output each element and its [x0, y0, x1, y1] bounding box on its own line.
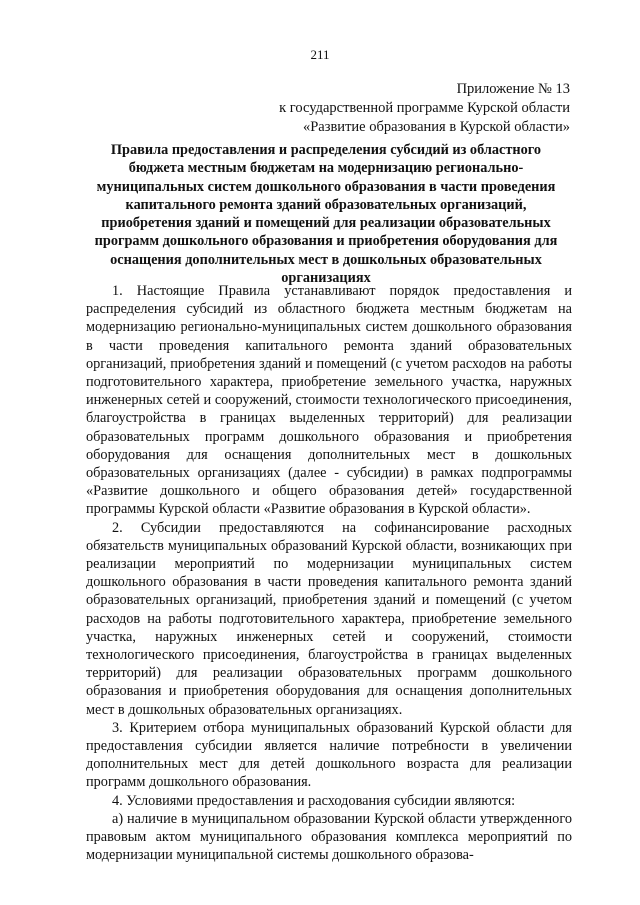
document-title: Правила предоставления и распределения субсидий из областного бюджета местным бюджетам на модернизацию регионально-муниципальных систем дошкольного образования в части проведения капитального ремонта зданий образовательных организаций, приобретения зданий и помещений для реализации образовательных программ дошкольного образования и приобретения оборудования для оснащения дополнительных мест в дошкольных образовательных организациях: [94, 142, 558, 287]
paragraph-2: 2. Субсидии предоставляются на софинансирование расходных обязательств муниципальных образований Курской области, возникающих при реализации мероприятий по модернизации муниципальных систем дошкольного образования в части проведения капитального ремонта зданий образовательных организаций, приобретения зданий и помещений (с учетом расходов на работы подготовительного характера, приобретение земельного участка, наружных инженерных сетей и сооружений, стоимости технологического присоединения, благоустройства в границах выделенных территорий) для реализации образовательных программ дошкольного образования и приобретения оборудования для оснащения дополнительных мест в дошкольных образовательных организациях.: [86, 519, 572, 718]
annex-line-2: к государственной программе Курской области: [279, 100, 570, 116]
annex-line-1: Приложение № 13: [456, 81, 570, 97]
paragraph-1: 1. Настоящие Правила устанавливают порядок предоставления и распределения субсидий из областного бюджета местным бюджетам на модернизацию регионально-муниципальных систем дошкольного образования в части проведения капитального ремонта зданий образовательных организаций, приобретения зданий и помещений (с учетом расходов на работы подготовительного характера, приобретение земельного участка, наружных инженерных сетей и сооружений, стоимости технологического присоединения, благоустройства в границах выделенных территорий) для реализации образовательных программ дошкольного образования и приобретения оборудования для оснащения дополнительных мест в дошкольных образовательных организациях (далее - субсидии) в рамках подпрограммы «Развитие дошкольного и общего образования детей» государственной программы Курской области «Развитие образования в Курской области».: [86, 283, 572, 518]
document-body: [86, 282, 572, 865]
paragraph-3: 3. Критерием отбора муниципальных образований Курской области для предоставления субсидии является наличие потребности в увеличении дополнительных мест для детей дошкольного возраста для реализации программ дошкольного образования.: [86, 719, 572, 791]
page-number: 211: [310, 47, 330, 62]
paragraph-5: а) наличие в муниципальном образовании Курской области утвержденного правовым актом муниципального образования комплекса мероприятий по модернизации муниципальной системы дошкольного образова-: [86, 810, 572, 864]
annex-line-3: «Развитие образования в Курской области»: [302, 119, 570, 135]
annex-header: [279, 80, 570, 137]
paragraph-4: 4. Условиями предоставления и расходования субсидии являются:: [112, 792, 516, 809]
